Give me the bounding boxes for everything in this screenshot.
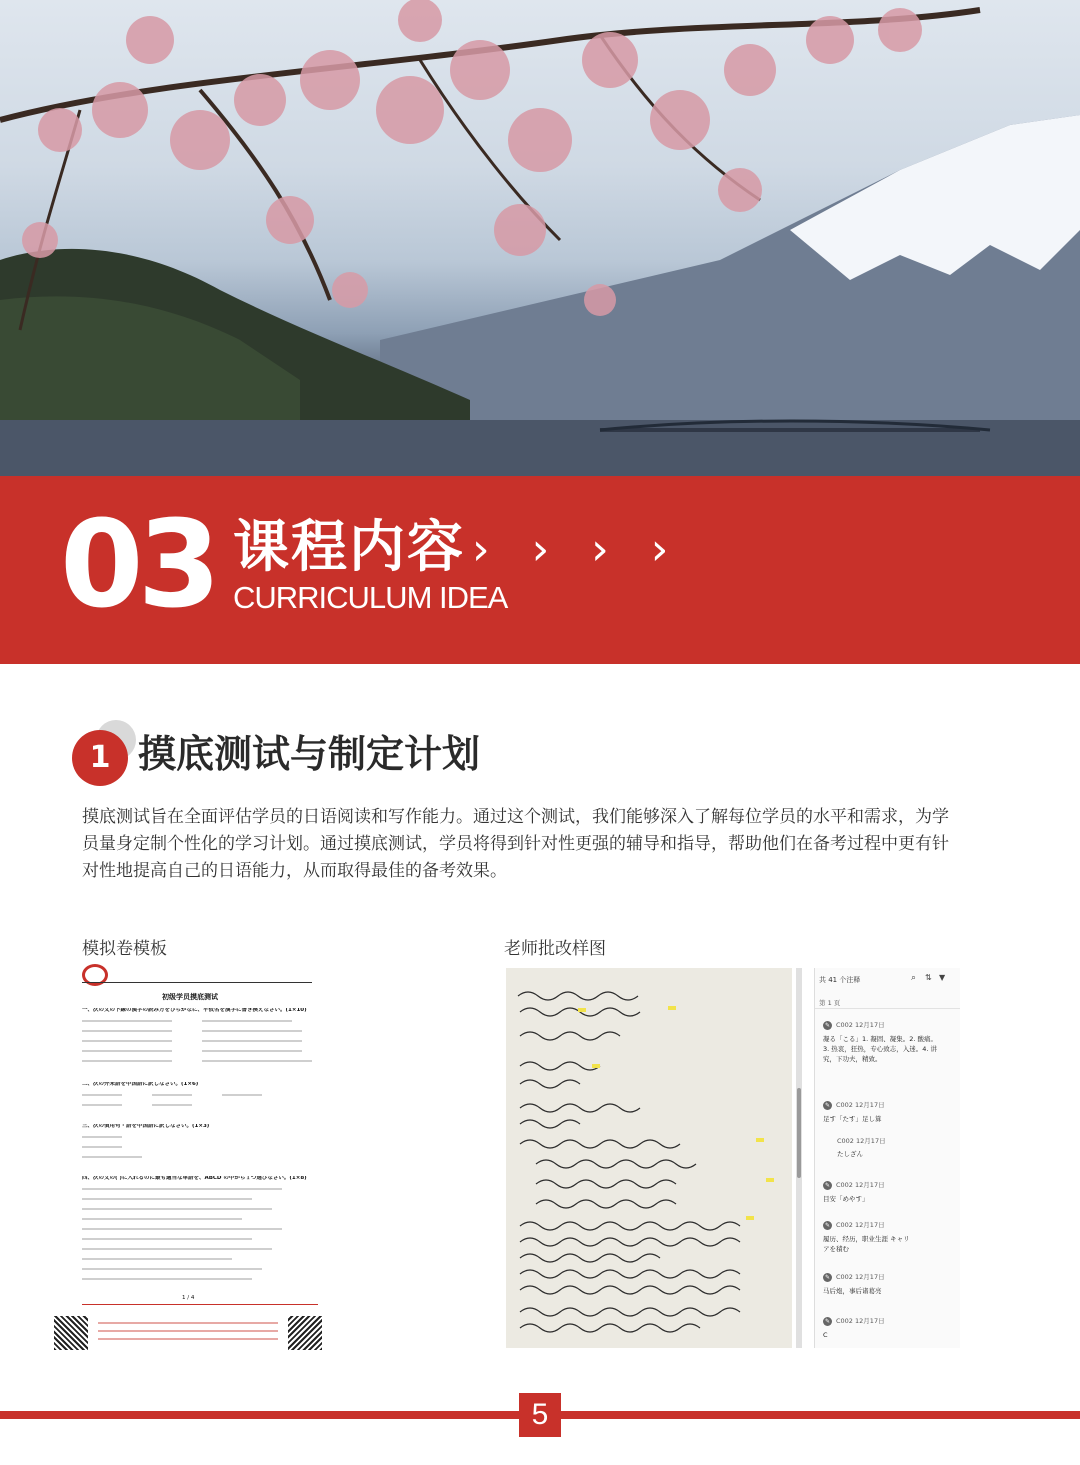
comment-date: 12月17日	[855, 1021, 885, 1029]
comment-text: 足す「たす」足し算	[823, 1114, 882, 1123]
comment-item[interactable]	[823, 1220, 913, 1254]
pen-icon: ✎	[824, 1273, 831, 1281]
question-4: 四、次の文の( )に入れるのに最も適当な単語を、ABCD の中から１つ選びなさい。(1×8)	[82, 1176, 307, 1181]
comment-text: C	[823, 1330, 828, 1339]
hero-scenery	[0, 0, 1080, 476]
qr-code-icon	[54, 1316, 88, 1350]
page-number: 5	[519, 1393, 561, 1437]
body-paragraph: 摸底测试旨在全面评估学员的日语阅读和写作能力。通过这个测试，我们能够深入了解每位学员的水平和需求，为学员量身定制个性化的学习计划。通过摸底测试，学员将得到针对性更强的辅导和指导，帮助他们在备考过程中更有针对性地提高自己的日语能力，从而取得最佳的备考效果。	[82, 807, 949, 881]
comment-user: C002	[836, 1317, 853, 1325]
comment-date: 12月17日	[855, 1181, 885, 1189]
comment-date: 12月17日	[855, 1221, 885, 1229]
comment-item[interactable]	[823, 1180, 885, 1204]
comment-item[interactable]	[823, 1316, 885, 1340]
qr-code-icon	[288, 1316, 322, 1350]
comment-text: 目安「めやす」	[823, 1194, 869, 1203]
pen-icon: ✎	[824, 1317, 831, 1325]
comment-user: C002	[836, 1021, 853, 1029]
handwritten-notebook	[506, 968, 792, 1348]
sort-icon[interactable]: ⇅	[925, 973, 932, 982]
comment-date: 12月17日	[856, 1137, 886, 1145]
comment-reply[interactable]	[837, 1136, 886, 1159]
comment-item[interactable]	[823, 1272, 885, 1296]
comment-user: C002	[836, 1181, 853, 1189]
left-figure-caption: 模拟卷模板	[82, 939, 167, 959]
comment-text: たしざん	[837, 1150, 863, 1158]
comment-user: C002	[836, 1273, 853, 1281]
hero-image	[0, 0, 1080, 476]
question-3: 三、次の慣用句・語を中国語に訳しなさい。(1×3)	[82, 1124, 210, 1129]
comment-date: 12月17日	[855, 1317, 885, 1325]
comment-user: C002	[836, 1101, 853, 1109]
mock-test-image	[52, 960, 328, 1354]
comment-item[interactable]	[823, 1020, 943, 1064]
pen-icon: ✎	[824, 1221, 831, 1229]
test-title: 初级学员摸底测试	[162, 993, 218, 1001]
handwriting-scribbles	[506, 968, 792, 1348]
right-figure-caption: 老师批改样图	[504, 939, 606, 959]
question-2: 二、次の外来語を中国語に訳しなさい。(1×6)	[82, 1082, 199, 1087]
comment-date: 12月17日	[855, 1101, 885, 1109]
pen-icon: ✎	[824, 1101, 831, 1109]
section-number: 03	[60, 496, 215, 635]
section-title: 课程内容	[233, 515, 465, 580]
page-label: 第 1 页	[819, 999, 841, 1007]
correction-sample-image	[506, 968, 960, 1348]
search-icon[interactable]: ⌕	[911, 973, 917, 983]
annotation-count: 共 41 个注释	[819, 976, 861, 984]
comment-text: 凝る「こる」1. 凝固、凝集。2. 酸痛。3. 热衷，狂热，专心致志，入迷。4. 讲究，下功夫，精致。	[823, 1034, 938, 1063]
question-1: 一、次の文の下線の漢字の読み方をひらがなに、平仮名を漢字に書き換えなさい。(1×10)	[82, 1008, 307, 1013]
comment-date: 12月17日	[855, 1273, 885, 1281]
comment-text: 马后炮，事后诸葛亮	[823, 1286, 882, 1295]
annotation-panel	[814, 968, 960, 1348]
comment-user: C002	[836, 1221, 853, 1229]
comment-user: C002	[837, 1137, 854, 1145]
comment-text: 履历、经历，职业生涯 キャリアを積む	[823, 1234, 910, 1253]
chevron-right-icons: › › › ›	[472, 524, 683, 575]
comment-item[interactable]	[823, 1100, 885, 1124]
pen-icon: ✎	[824, 1181, 831, 1189]
page-indicator: 1 / 4	[182, 1295, 195, 1301]
pen-icon: ✎	[824, 1021, 831, 1029]
filter-icon[interactable]: ▼	[939, 973, 946, 982]
subsection-heading: 摸底测试与制定计划	[138, 732, 481, 776]
subsection-index: 1	[72, 730, 128, 786]
section-subtitle: CURRICULUM IDEA	[233, 580, 508, 615]
